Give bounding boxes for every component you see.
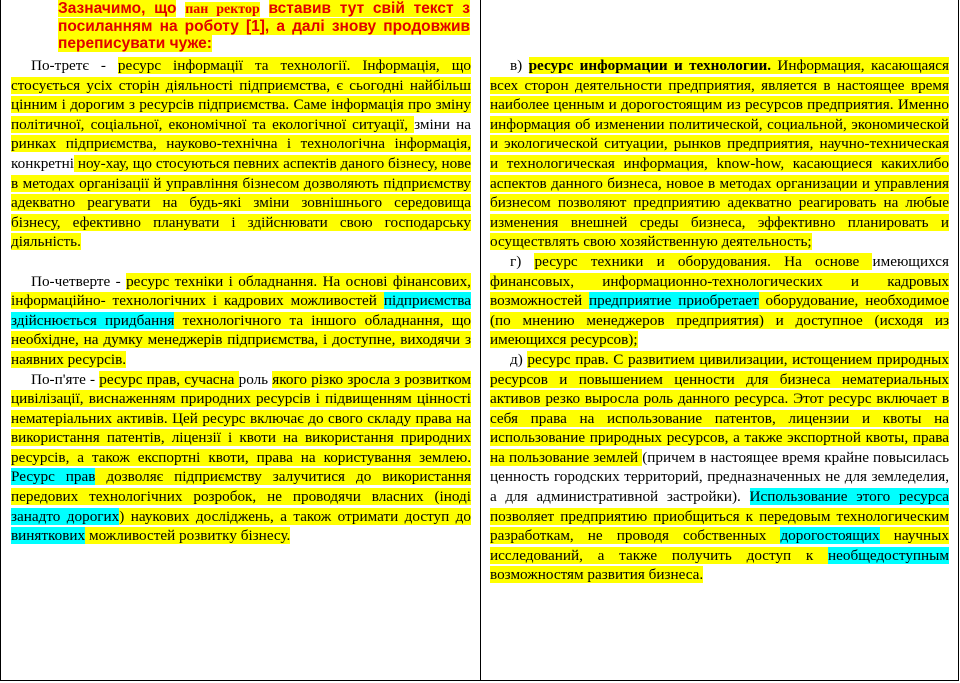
paragraph-d-rights <box>490 350 949 585</box>
text-segment: оборудование, необходимое (по мнению менеджеров предприятия) и доступное (исходя из имеющихся ресурсов); <box>490 292 949 349</box>
text-segment: (причем в настоящее время крайне повысилась ценность городских территорий, предназначенных не для земледелия, а для административной застройки). <box>490 448 949 506</box>
russian-text-column <box>490 56 949 585</box>
text-segment: дозволяє підприємству залучитися до <box>95 468 383 486</box>
text-segment: ) наукових досліджень, а також отримати доступ до <box>119 507 471 525</box>
text-segment: ресурс техники и оборудования. На основе <box>534 252 873 270</box>
text-segment: в) <box>510 57 529 74</box>
note-text-end: вставив тут свій текст з посиланням на роботу [1], а далі знову продовжив переписувати чуже: <box>58 0 470 52</box>
paragraph-third-resource <box>11 56 471 252</box>
reviewer-note <box>58 0 470 52</box>
paragraph-v-information <box>490 56 949 252</box>
text-segment: зміни на <box>414 115 471 133</box>
text-segment: По-третє - <box>31 57 118 74</box>
text-segment: конкретні <box>11 154 75 172</box>
text-segment: возможностям развития бизнеса. <box>490 566 704 584</box>
text-segment: дорогостоящих <box>780 527 880 545</box>
text-segment: г) <box>510 252 535 270</box>
text-segment: технологічного та іншого <box>174 311 365 329</box>
text-segment: предприятие приобретает <box>589 292 759 310</box>
note-text-start: Зазначимо, що <box>58 0 177 17</box>
text-segment: имеющихся <box>872 252 949 270</box>
text-segment: занадто дорогих <box>11 507 120 525</box>
text-segment: ресурс інформації та технології. Інформація, що стосується усіх сторін діяльності підприємства, є сьогодні найбільш цінним і дорогим з ресурсів підприємства. Саме інформація про зміну політичної, соціальної, економічної та екологічної ситуації, <box>11 57 471 133</box>
text-segment: финансовых, информационно-технологических и кадровых возможностей <box>490 272 949 310</box>
text-segment: роль <box>238 370 273 388</box>
text-segment: ресурс техніки і обладнання. На основі фінансових, інформаційно- технологічних і кадрових можливостей <box>11 272 471 310</box>
text-segment: Информация, касающаяся всех сторон деятельности предприятия, является в настоящее время наиболее ценным и дорогостоящим из ресурсов предприятия. Именно информация об изменении политической, социальной, экономической и экологической ситуации, рынков предприятия, научно-техническая и технологическая информация, know-how, касающиеся какихлибо аспектов данного бизнеса, новое в методах организации и управления бизнесом позволяют предприятию адекватно реагировать на любые изменения внешней среды бизнеса, эффективно планировать и осуществлять свою хозяйственную деятельность; <box>490 57 950 251</box>
text-segment: Ресурс прав <box>11 468 96 486</box>
note-pan-rector: пан ректор <box>185 2 260 17</box>
text-segment: різко зросла з розвитком цивілізації, виснаженням природних ресурсів і підвищенням цінності нематеріальних активів. Цей ресурс включає до свого складу права на використання патентів, ліцензії і квоти на використання природних ресурсів, а також експортні квоти, права на користування землею. <box>11 370 471 466</box>
paragraph-gap <box>11 252 471 272</box>
text-segment: резко выросла роль данного ресурса. Этот ресурс включает в себя права на использование патентов, лицензии и квоты на использование природных ресурсов, а также экспортной квоты, права на пользование землей <box>490 390 949 466</box>
text-segment: Использование этого ресурса <box>749 488 949 506</box>
text-segment: д) <box>510 350 528 368</box>
text-segment: ресурс прав. <box>527 350 609 368</box>
paragraph-fifth-resource <box>11 370 471 546</box>
text-segment: По-п'яте - <box>31 370 100 388</box>
text-segment: використання передових технологічних розробок, не проводячи власних (іноді <box>11 468 472 506</box>
text-segment: виняткових <box>11 527 86 545</box>
text-segment: позволяет предприятию приобщиться к передовым технологическим разработкам, не проводя собственных <box>490 507 949 545</box>
text-segment: По-четверте - <box>31 272 127 290</box>
text-segment: С развитием цивилизации, истощением природных ресурсов и повышением ценности для бизнеса нематериальных активов <box>490 350 949 408</box>
text-segment: можливостей розвитку бізнесу. <box>85 527 291 545</box>
text-segment: ринках підприємства, науково-технічна і технологічна інформація, <box>11 135 471 153</box>
text-segment: необщедоступным <box>828 546 949 564</box>
text-segment: ресурс информации и технологии. <box>528 57 772 74</box>
text-segment: якого <box>272 370 312 388</box>
text-segment: підприємства здійснюється придбання <box>11 292 471 329</box>
ukrainian-text-column <box>11 56 471 546</box>
text-segment: научных исследований, а также получить доступ к <box>490 527 949 564</box>
text-segment: ресурс прав, сучасна <box>99 370 239 388</box>
paragraph-g-equipment <box>490 252 949 350</box>
paragraph-fourth-resource <box>11 272 471 370</box>
text-segment: обладнання, що необхідне, на думку менеджерів підприємства, і доступне, виходячи з наявних ресурсів. <box>11 311 471 368</box>
text-segment: ноу-хау, що стосуються певних аспектів даного бізнесу, нове в методах організації й управління бізнесом дозволяють підприємству адекватно реагувати на будь-які зміни зовнішнього середовища бізнесу, ефективно планувати і здійснювати свою господарську діяльність. <box>11 154 471 251</box>
